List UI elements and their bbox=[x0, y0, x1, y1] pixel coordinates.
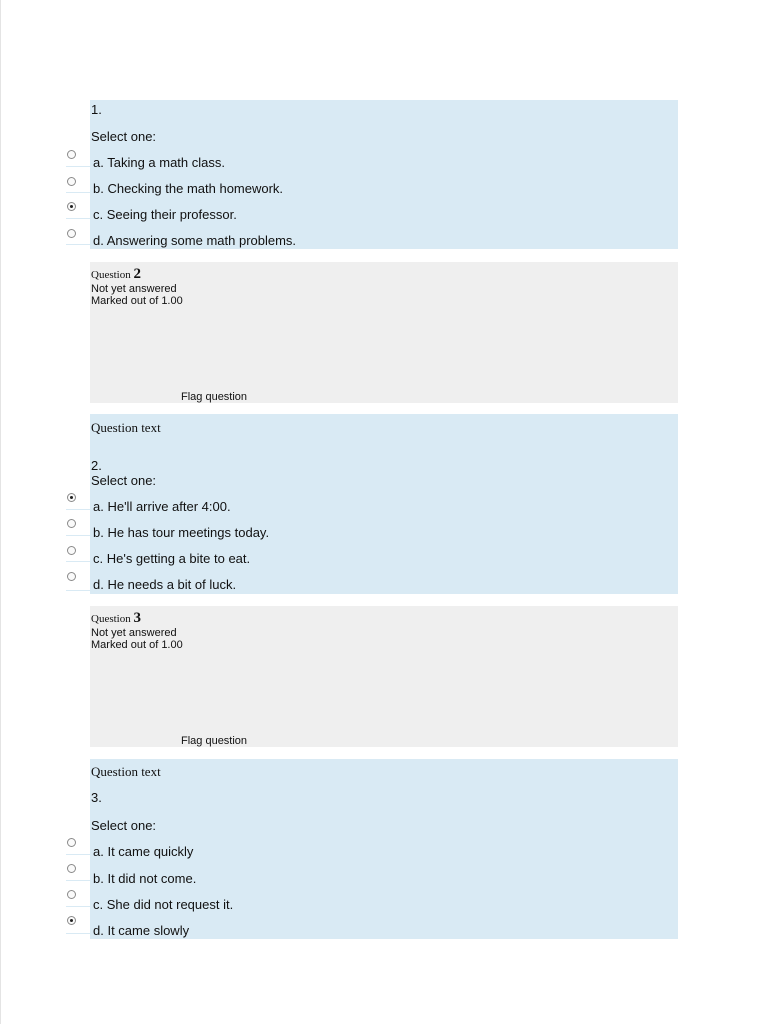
question-3-label bbox=[91, 610, 141, 627]
option-label: a. He'll arrive after 4:00. bbox=[93, 499, 231, 514]
question-3-radio-b[interactable] bbox=[67, 864, 76, 873]
question-2-status: Not yet answered bbox=[91, 283, 177, 295]
question-2-option-d[interactable] bbox=[90, 572, 678, 598]
option-label: d. Answering some math problems. bbox=[93, 233, 297, 248]
question-2-radio-a[interactable] bbox=[67, 493, 76, 502]
question-2-text-block bbox=[90, 414, 678, 594]
question-1-radio-c[interactable] bbox=[67, 202, 76, 211]
radio-divider bbox=[66, 933, 90, 934]
question-2-number-badge: 2 bbox=[133, 266, 141, 282]
radio-divider bbox=[66, 880, 90, 881]
option-label: d. He needs a bit of luck. bbox=[93, 577, 237, 592]
question-2-option-a[interactable] bbox=[90, 494, 678, 520]
option-label: b. Checking the math homework. bbox=[93, 181, 284, 196]
question-1-option-c[interactable] bbox=[90, 202, 678, 228]
radio-divider bbox=[66, 906, 90, 907]
option-label: d. It came slowly bbox=[93, 923, 190, 938]
question-2-number: 2. bbox=[91, 458, 102, 473]
question-1-radio-b[interactable] bbox=[67, 177, 76, 186]
option-label: b. It did not come. bbox=[93, 871, 197, 886]
question-2-select-label: Select one: bbox=[91, 473, 157, 488]
question-3-text-block bbox=[90, 759, 678, 939]
question-1-text-block bbox=[90, 100, 678, 249]
question-3-option-d[interactable] bbox=[90, 918, 678, 944]
question-3-option-b[interactable] bbox=[90, 866, 678, 892]
question-1-option-d[interactable] bbox=[90, 228, 678, 254]
option-label: c. Seeing their professor. bbox=[93, 207, 237, 222]
page-edge bbox=[0, 0, 1, 1024]
question-3-radio-d[interactable] bbox=[67, 916, 76, 925]
question-prefix: Question bbox=[91, 269, 131, 281]
question-3-marked: Marked out of 1.00 bbox=[91, 639, 183, 651]
question-3-number: 3. bbox=[91, 790, 102, 805]
radio-divider bbox=[66, 192, 90, 193]
question-3-radio-a[interactable] bbox=[67, 838, 76, 847]
question-2-radio-b[interactable] bbox=[67, 519, 76, 528]
question-2-marked: Marked out of 1.00 bbox=[91, 295, 183, 307]
question-2-option-b[interactable] bbox=[90, 520, 678, 546]
question-1-option-a[interactable] bbox=[90, 150, 678, 176]
radio-divider bbox=[66, 854, 90, 855]
option-label: a. It came quickly bbox=[93, 844, 194, 859]
question-2-flag-button[interactable]: Flag question bbox=[181, 391, 248, 403]
question-2-info-block bbox=[90, 262, 678, 403]
question-2-option-c[interactable] bbox=[90, 546, 678, 572]
radio-divider bbox=[66, 218, 90, 219]
question-3-heading: Question text bbox=[91, 764, 161, 779]
question-prefix: Question bbox=[91, 613, 131, 625]
question-2-radio-c[interactable] bbox=[67, 546, 76, 555]
radio-divider bbox=[66, 509, 90, 510]
option-label: c. She did not request it. bbox=[93, 897, 234, 912]
radio-divider bbox=[66, 244, 90, 245]
question-2-radio-d[interactable] bbox=[67, 572, 76, 581]
radio-divider bbox=[66, 166, 90, 167]
question-2-heading: Question text bbox=[91, 420, 161, 435]
radio-divider bbox=[66, 535, 90, 536]
question-3-radio-c[interactable] bbox=[67, 890, 76, 899]
option-label: b. He has tour meetings today. bbox=[93, 525, 270, 540]
radio-divider bbox=[66, 561, 90, 562]
question-2-label bbox=[91, 266, 141, 283]
option-label: a. Taking a math class. bbox=[93, 155, 225, 170]
question-3-flag-button[interactable]: Flag question bbox=[181, 735, 248, 747]
question-3-status: Not yet answered bbox=[91, 627, 177, 639]
question-3-option-c[interactable] bbox=[90, 892, 678, 918]
question-1-radio-d[interactable] bbox=[67, 229, 76, 238]
question-1-number: 1. bbox=[91, 102, 102, 117]
question-3-info-block bbox=[90, 606, 678, 747]
question-1-select-label: Select one: bbox=[91, 129, 157, 144]
question-3-option-a[interactable] bbox=[90, 839, 678, 865]
question-3-select-label: Select one: bbox=[91, 818, 157, 833]
question-1-option-b[interactable] bbox=[90, 176, 678, 202]
question-1-radio-a[interactable] bbox=[67, 150, 76, 159]
radio-divider bbox=[66, 590, 90, 591]
question-3-number-badge: 3 bbox=[133, 610, 141, 626]
option-label: c. He's getting a bite to eat. bbox=[93, 551, 251, 566]
